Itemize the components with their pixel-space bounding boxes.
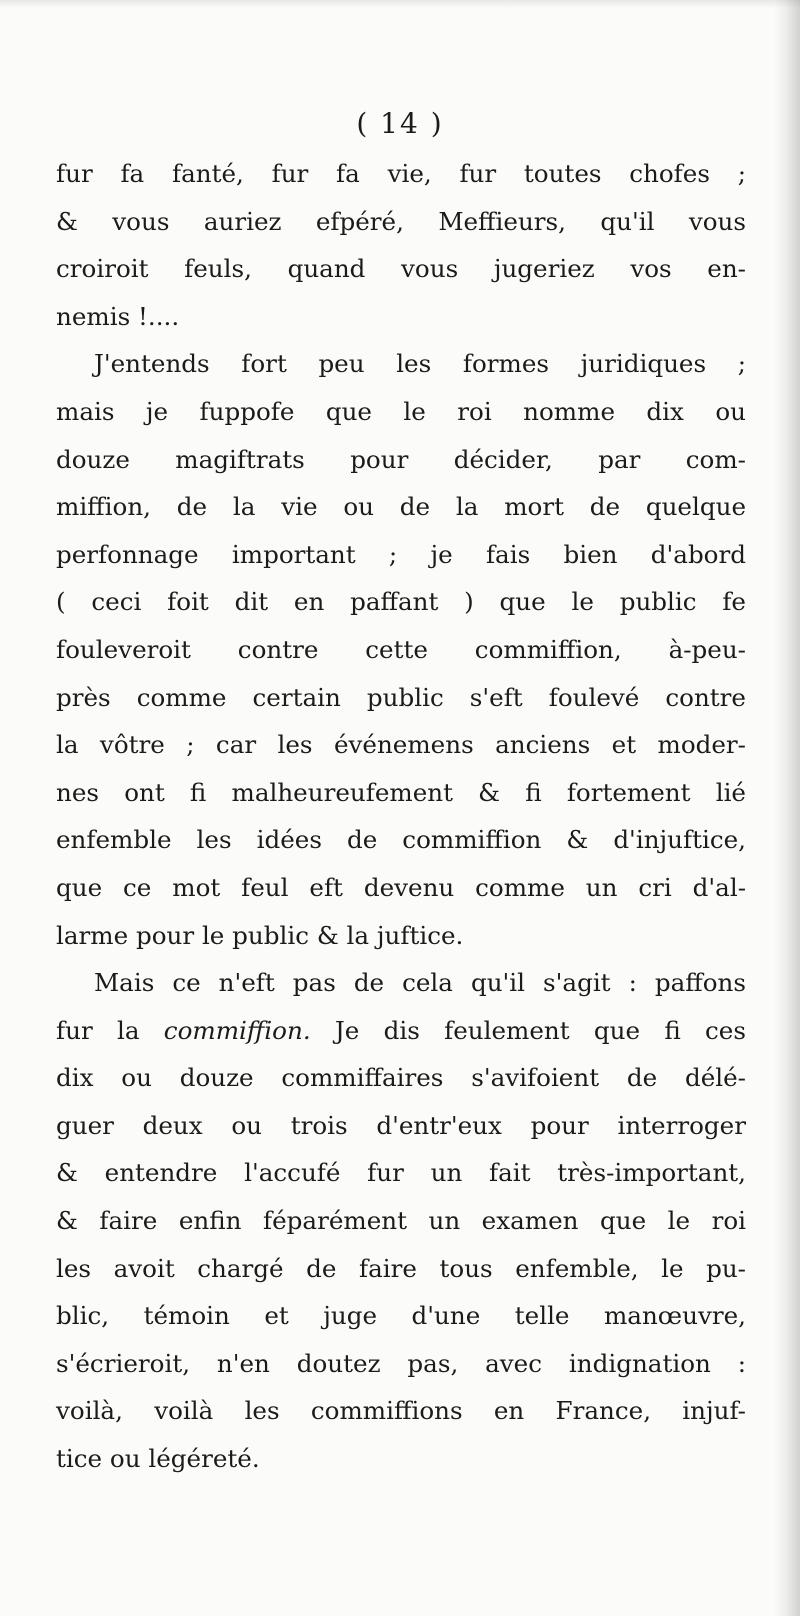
text-line: croiroit feuls, quand vous jugeriez vos en- [56, 254, 746, 284]
page-number: ( 14 ) [356, 107, 444, 140]
page-top-shadow [0, 0, 800, 8]
text-segment: fur la [56, 1015, 164, 1045]
text-line: les avoit chargé de faire tous enfemble, le pu- [56, 1253, 746, 1283]
text-line: fur fa fanté, fur fa vie, fur toutes chofes ; [56, 159, 746, 188]
text-segment: Je dis feulement que fi ces [310, 1015, 746, 1045]
text-line: & vous auriez efpéré, Meffieurs, qu'il vous [56, 206, 746, 236]
text-line: guer deux ou trois d'entr'eux pour interroger [56, 1110, 746, 1140]
text-line: blic, témoin et juge d'une telle manœuvre, [56, 1301, 746, 1331]
text-line: voilà, voilà les commiffions en France, injuf- [56, 1396, 746, 1426]
text-line: s'écrieroit, n'en doutez pas, avec indignation : [56, 1348, 746, 1378]
text-line: dix ou douze commiffaires s'avifoient de délé- [56, 1063, 746, 1093]
text-line: que ce mot feul eft devenu comme un cri d'al- [56, 872, 746, 902]
paragraph-first-line: Mais ce n'eft pas de cela qu'il s'agit : paffons [94, 968, 746, 998]
italic-word: commiffion. [163, 1015, 311, 1045]
text-line: ( ceci foit dit en paffant ) que le public fe [56, 587, 746, 617]
text-line: douze magiftrats pour décider, par com- [56, 444, 746, 474]
paragraph-first-line: J'entends fort peu les formes juridiques ; [94, 349, 746, 379]
text-line: près comme certain public s'eft foulevé contre [56, 682, 746, 712]
text-line: nes ont fi malheureufement & fi fortement lié [56, 777, 746, 807]
text-line: mais je fuppofe que le roi nomme dix ou [56, 396, 746, 426]
page-gutter-shadow [774, 0, 800, 1616]
text-line: la vôtre ; car les événemens anciens et moder- [56, 730, 746, 760]
text-line: fouleveroit contre cette commiffion, à-peu- [56, 634, 746, 664]
text-line: enfemble les idées de commiffion & d'injuftice, [56, 825, 746, 855]
text-line: perfonnage important ; je fais bien d'abord [56, 539, 746, 569]
body-text [56, 150, 746, 1483]
text-line: larme pour le public & la juftice. [56, 920, 464, 950]
text-line: nemis !.... [56, 301, 180, 331]
text-line: & faire enfin féparément un examen que le roi [56, 1206, 746, 1236]
text-line-with-italic [56, 1007, 746, 1055]
text-line: miffion, de la vie ou de la mort de quelque [56, 492, 746, 522]
text-line: & entendre l'accufé fur un fait très-important, [56, 1158, 746, 1188]
text-line: tice ou légéreté. [56, 1444, 260, 1474]
